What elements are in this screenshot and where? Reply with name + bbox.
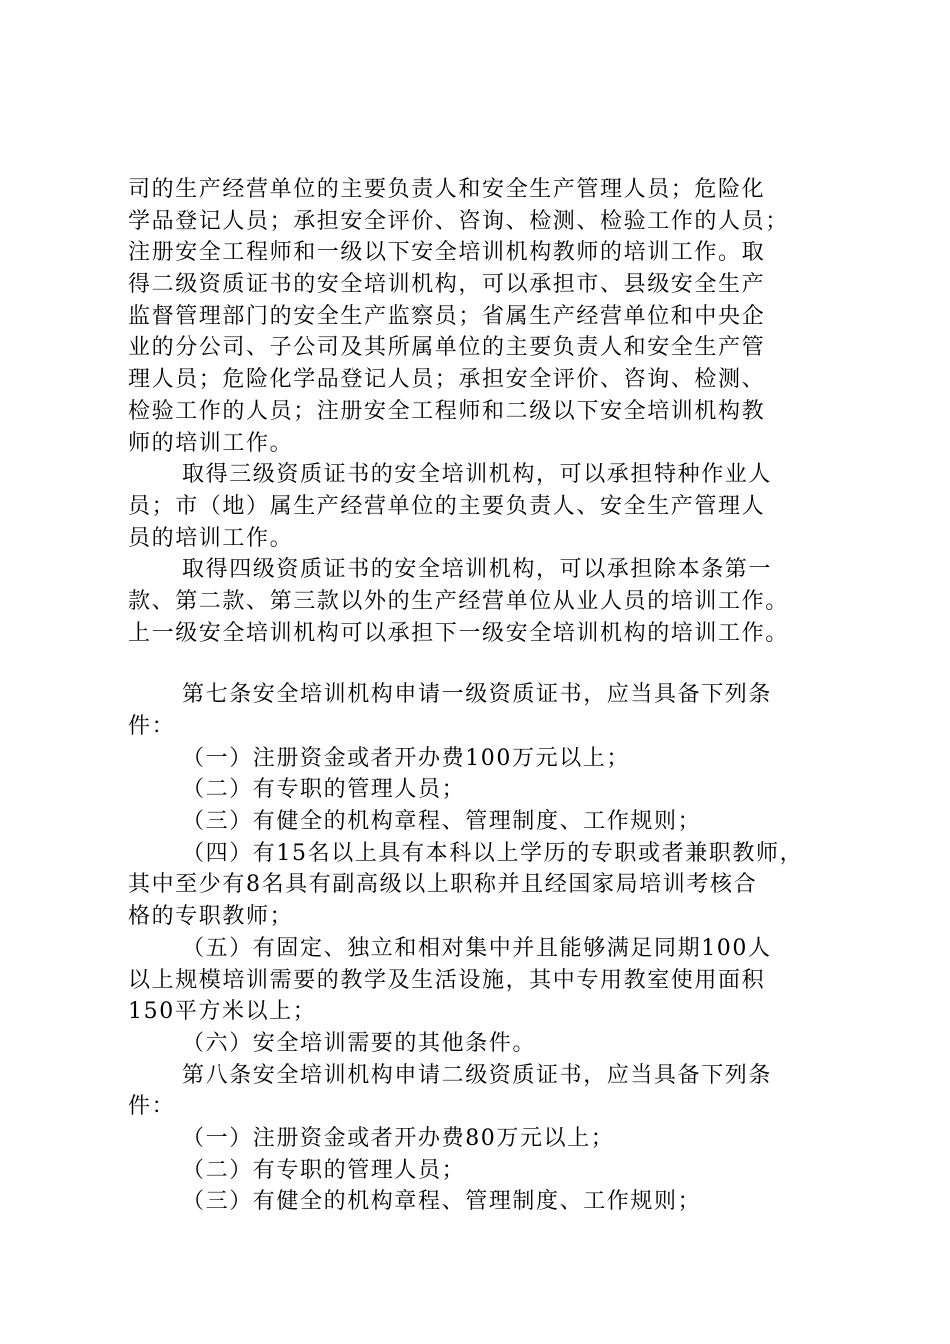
list-item: （二）有专职的管理人员； xyxy=(182,777,466,803)
text-line: 员的培训工作。 xyxy=(128,525,294,551)
text-line: 检验工作的人员；注册安全工程师和二级以下安全培训机构教 xyxy=(128,398,766,424)
paragraph-gap xyxy=(128,649,832,679)
text-line: 师的培训工作。 xyxy=(128,430,294,456)
text-line: 学品登记人员；承担安全评价、咨询、检测、检验工作的人员； xyxy=(128,208,789,234)
text-line: 取得四级资质证书的安全培训机构，可以承担除本条第一 xyxy=(182,557,773,583)
list-item: （六）安全培训需要的其他条件。 xyxy=(182,1030,537,1056)
paragraph-level-four xyxy=(128,554,832,649)
list-item-continuation: 格的专职教师； xyxy=(128,904,294,930)
paragraph-level-three xyxy=(128,459,832,554)
list-item: （二）有专职的管理人员； xyxy=(182,1157,466,1183)
text-line: 员；市（地）属生产经营单位的主要负责人、安全生产管理人 xyxy=(128,493,766,519)
text-line: 业的分公司、子公司及其所属单位的主要负责人和安全生产管 xyxy=(128,335,766,361)
list-item: （一）注册资金或者开办费100万元以上； xyxy=(182,745,630,771)
article-heading-line: 件： xyxy=(128,714,176,739)
text-line: 监督管理部门的安全生产监察员；省属生产经营单位和中央企 xyxy=(128,303,766,329)
text-line: 注册安全工程师和一级以下安全培训机构教师的培训工作。取 xyxy=(128,240,766,266)
text-line: 取得三级资质证书的安全培训机构，可以承担特种作业人 xyxy=(182,462,773,488)
article-eight xyxy=(128,1060,832,1218)
article-heading-line: 第八条安全培训机构申请二级资质证书，应当具备下列条 xyxy=(182,1062,773,1088)
list-item-continuation: 其中至少有8名具有副高级以上职称并且经国家局培训考核合 xyxy=(128,872,758,898)
article-seven xyxy=(128,679,832,1059)
list-item: （三）有健全的机构章程、管理制度、工作规则； xyxy=(182,1189,702,1215)
text-line: 得二级资质证书的安全培训机构，可以承担市、县级安全生产 xyxy=(128,272,766,298)
list-item-continuation: 以上规模培训需要的教学及生活设施，其中专用教室使用面积 xyxy=(128,967,766,993)
text-line: 理人员；危险化学品登记人员；承担安全评价、咨询、检测、 xyxy=(128,367,766,393)
list-item: （四）有15名以上具有本科以上学历的专职或者兼职教师， xyxy=(182,840,804,866)
text-line: 上一级安全培训机构可以承担下一级安全培训机构的培训工作。 xyxy=(128,620,789,646)
article-heading-line: 件： xyxy=(128,1094,176,1120)
text-line: 司的生产经营单位的主要负责人和安全生产管理人员；危险化 xyxy=(128,177,766,202)
text-line: 款、第二款、第三款以外的生产经营单位从业人员的培训工作。 xyxy=(128,588,789,614)
list-item-continuation: 150平方米以上； xyxy=(128,999,317,1025)
document-page xyxy=(128,174,832,1218)
list-item: （三）有健全的机构章程、管理制度、工作规则； xyxy=(182,809,702,835)
list-item: （一）注册资金或者开办费80万元以上； xyxy=(182,1125,615,1151)
article-heading-line: 第七条安全培训机构申请一级资质证书，应当具备下列条 xyxy=(182,682,773,708)
list-item: （五）有固定、独立和相对集中并且能够满足同期100人 xyxy=(182,935,772,961)
paragraph-continuation xyxy=(128,174,832,459)
